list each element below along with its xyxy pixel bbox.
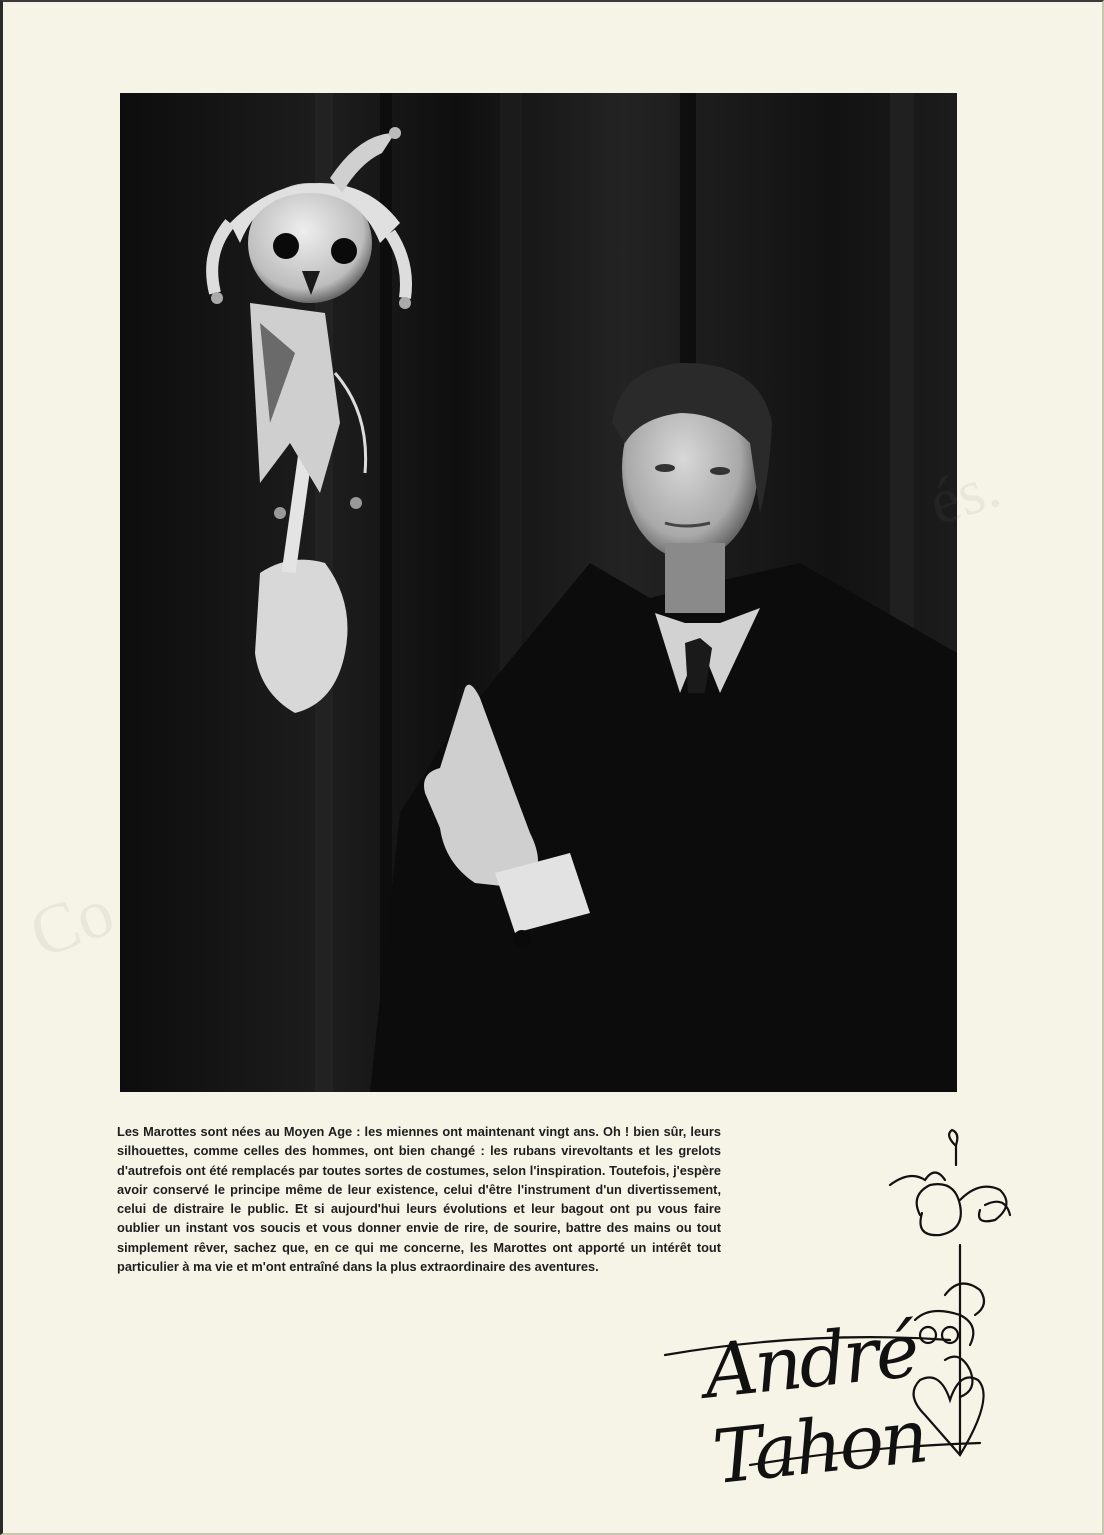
watermark-right: és. — [920, 449, 1009, 539]
portrait-illustration — [120, 93, 957, 1092]
portrait-photo — [120, 93, 957, 1092]
caption-text: Les Marottes sont nées au Moyen Age : les miennes ont maintenant vingt ans. Oh ! bien sûr, leurs silhouettes, comme celles des hommes, ont bien changé : les rubans virevoltants et les grelots d'autrefois ont été remplacés par toutes sortes de costumes, selon l'inspiration. Toutefois, j'espère avoir conservé le principe même de leur existence, celui d'être l'instrument d'un divertissement, celui de distraire le public. Et si aujourd'hui leurs évolutions et leur bagout ont pu vous faire oublier un instant vos soucis et vous donner envie de rire, de sourire, battre des mains ou tout simplement rêver, sachez que, en ce qui me concerne, les Marottes ont apporté un intérêt tout particulier à ma vie et m'ont entraîné dans la plus extraordinaire des aventures. — [117, 1124, 721, 1275]
signature: André Tahon — [700, 1307, 930, 1502]
watermark-left: Co — [20, 872, 124, 974]
